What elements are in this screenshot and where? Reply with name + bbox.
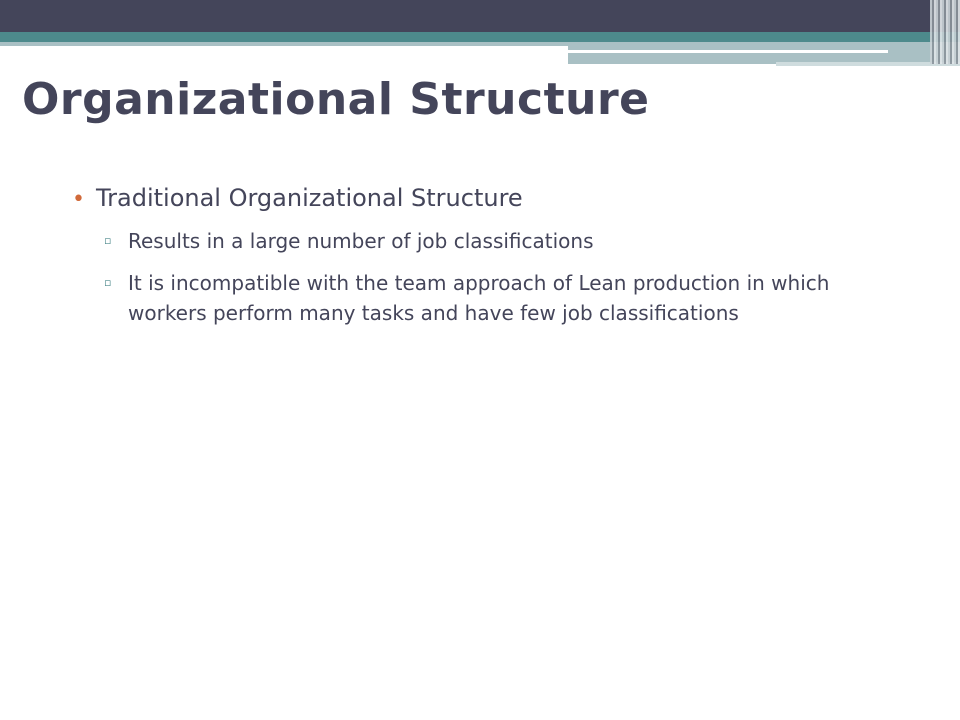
sub-bullet-text: It is incompatible with the team approach of Lean production in which workers perform many tasks and have few job classifications xyxy=(128,271,830,325)
sub-bullet-item xyxy=(104,268,912,328)
square-bullet-icon: ▫ xyxy=(104,276,112,289)
square-bullet-icon: ▫ xyxy=(104,234,112,247)
bullet-item xyxy=(72,184,912,212)
slide-title: Organizational Structure xyxy=(22,74,650,125)
header-band-teal xyxy=(0,32,960,42)
sub-bullet-item xyxy=(104,226,912,256)
header-band-light-right xyxy=(568,42,960,64)
slide-body xyxy=(72,184,912,340)
dot-bullet-icon: • xyxy=(72,187,85,212)
sub-bullet-text: Results in a large number of job classifications xyxy=(128,229,594,253)
header-band-dark xyxy=(0,0,960,32)
header-stripes-decoration xyxy=(930,0,960,64)
bullet-text: Traditional Organizational Structure xyxy=(96,184,523,212)
header-divider-line xyxy=(568,50,888,53)
header-band-light xyxy=(0,42,568,46)
